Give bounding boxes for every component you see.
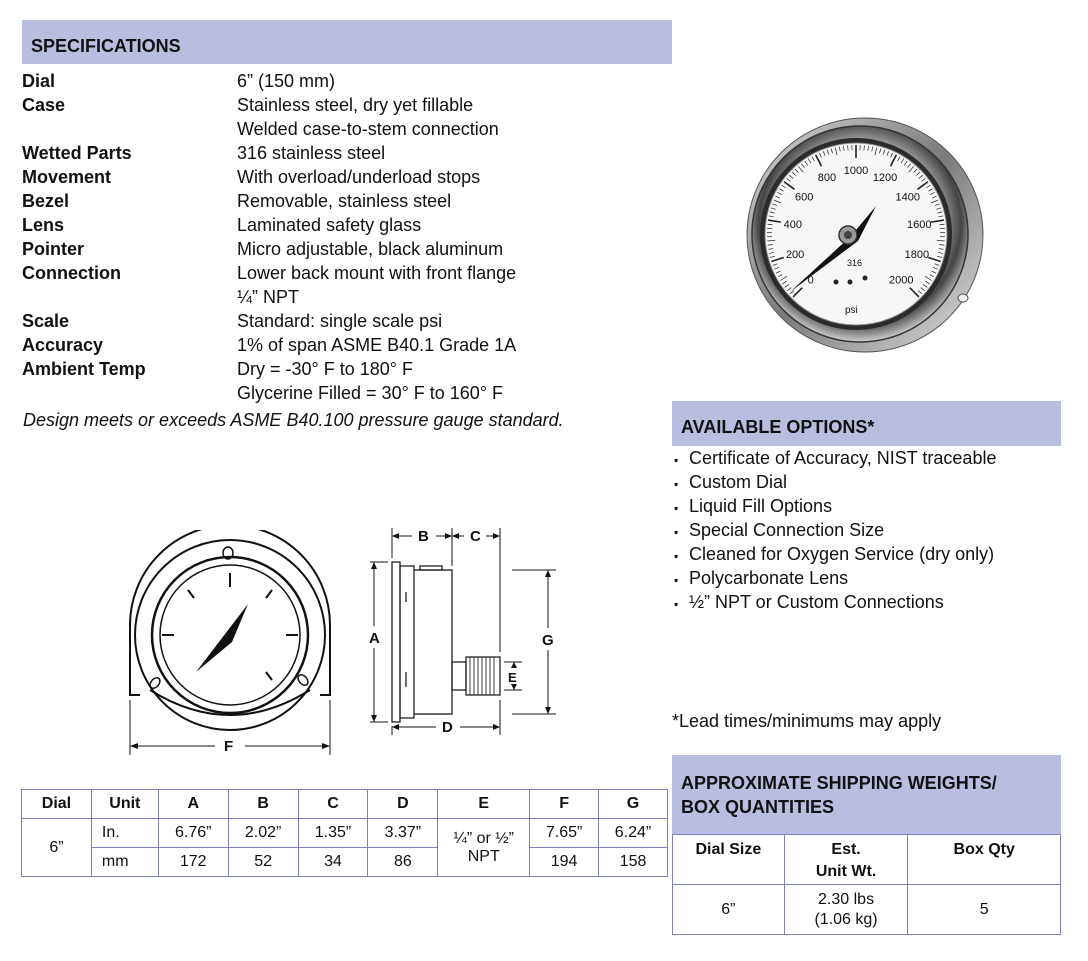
option-label: Certificate of Accuracy, NIST traceable (689, 448, 997, 468)
dimensions-header-row (22, 790, 668, 819)
spec-label: Lens (22, 215, 65, 235)
cell-e (438, 819, 530, 877)
dim-label-a: A (369, 630, 380, 647)
cell-dial-size: 6” (673, 885, 785, 935)
col-header-d: D (368, 790, 438, 819)
dim-label-g: G (542, 632, 554, 649)
spec-value: Lower back mount with front flange (237, 263, 517, 283)
front-view-drawing (120, 530, 340, 760)
cell-f-in: 7.65” (530, 819, 599, 848)
design-note: Design meets or exceeds ASME B40.100 pressure gauge standard. (23, 410, 564, 430)
spec-label: Wetted Parts (22, 143, 132, 163)
gauge-photo (730, 110, 990, 370)
spec-label: Ambient Temp (22, 359, 146, 379)
spec-value: Stainless steel, dry yet fillable (237, 95, 474, 115)
shipping-header-line1: APPROXIMATE SHIPPING WEIGHTS/ (681, 773, 997, 793)
bullet-icon: ▪ (674, 477, 679, 491)
dimensions-row-mm (22, 848, 668, 877)
side-view-drawing (360, 522, 560, 737)
col-header-unit-wt-line1: Est. (831, 841, 861, 858)
col-header-c: C (298, 790, 368, 819)
option-item (672, 470, 996, 494)
shipping-weights-header (672, 755, 1061, 834)
col-header-dial: Dial (22, 790, 92, 819)
col-header-f: F (530, 790, 599, 819)
available-options-list (672, 446, 996, 614)
gauge-scale-label: 0 (807, 274, 814, 287)
col-header-a: A (158, 790, 228, 819)
dim-label-d: D (442, 719, 453, 736)
gauge-scale-label: 400 (783, 218, 802, 231)
option-item (672, 542, 996, 566)
spec-value: Removable, stainless steel (237, 191, 452, 211)
cell-unit-wt (784, 885, 908, 935)
bullet-icon: ▪ (674, 525, 679, 539)
option-item (672, 566, 996, 590)
option-label: Special Connection Size (689, 520, 885, 540)
gauge-scale-label: 2000 (889, 274, 914, 287)
spec-value: Welded case-to-stem connection (237, 119, 499, 139)
spec-label: Accuracy (22, 335, 104, 355)
option-label: Cleaned for Oxygen Service (dry only) (689, 544, 995, 564)
gauge-scale-label: 1800 (904, 248, 930, 261)
gauge-scale-label: 1000 (843, 165, 869, 177)
dim-label-e: E (508, 670, 517, 685)
bullet-icon: ▪ (674, 597, 679, 611)
spec-value: Glycerine Filled = 30° F to 160° F (237, 383, 504, 403)
col-header-b: B (228, 790, 298, 819)
cell-d-mm: 86 (368, 848, 438, 877)
spec-value: ¼” NPT (237, 287, 300, 307)
col-header-box-qty: Box Qty (908, 835, 1061, 885)
gauge-scale-label: 1600 (906, 218, 932, 231)
spec-value: With overload/underload stops (237, 167, 481, 187)
cell-unit-in: In. (91, 819, 158, 848)
spec-label: Dial (22, 71, 56, 91)
option-label: ½” NPT or Custom Connections (689, 592, 944, 612)
gauge-scale-label: 1400 (895, 191, 921, 204)
cell-c-in: 1.35” (298, 819, 368, 848)
available-options-header: AVAILABLE OPTIONS* (672, 401, 1061, 446)
cell-a-mm: 172 (158, 848, 228, 877)
spec-value: 6” (150 mm) (237, 71, 336, 91)
option-label: Polycarbonate Lens (689, 568, 849, 588)
shipping-header-line2: BOX QUANTITIES (681, 797, 835, 817)
cell-box-qty: 5 (908, 885, 1061, 935)
gauge-unit-text: psi (845, 305, 858, 316)
option-item (672, 518, 996, 542)
spec-label: Bezel (22, 191, 70, 211)
spec-label: Pointer (22, 239, 85, 259)
dim-label-c: C (470, 528, 481, 545)
spec-value: Micro adjustable, black aluminum (237, 239, 504, 259)
shipping-table (672, 834, 1061, 935)
cell-b-in: 2.02” (228, 819, 298, 848)
cell-f-mm: 194 (530, 848, 599, 877)
cell-e-line2: NPT (467, 847, 500, 865)
col-header-dial-size: Dial Size (673, 835, 785, 885)
col-header-unit-wt (784, 835, 908, 885)
col-header-unit-wt-line2: Unit Wt. (815, 863, 877, 880)
cell-g-in: 6.24” (599, 819, 668, 848)
spec-value: Dry = -30° F to 180° F (237, 359, 413, 379)
spec-value: Laminated safety glass (237, 215, 422, 235)
spec-label: Scale (22, 311, 70, 331)
gauge-scale-label: 1200 (872, 171, 898, 184)
option-item (672, 590, 996, 614)
cell-d-in: 3.37” (368, 819, 438, 848)
cell-g-mm: 158 (599, 848, 668, 877)
spec-value: 316 stainless steel (237, 143, 386, 163)
shipping-row (673, 885, 1061, 935)
col-header-unit: Unit (91, 790, 158, 819)
dimensions-row-in (22, 819, 668, 848)
dimensions-table (21, 789, 668, 877)
gauge-center-text: 316 (847, 258, 863, 268)
cell-a-in: 6.76” (158, 819, 228, 848)
cell-b-mm: 52 (228, 848, 298, 877)
cell-unit-wt-line1: 2.30 lbs (818, 890, 875, 908)
option-label: Custom Dial (689, 472, 788, 492)
dim-label-b: B (418, 528, 429, 545)
bullet-icon: ▪ (674, 573, 679, 587)
shipping-header-row (673, 835, 1061, 885)
cell-unit-mm: mm (91, 848, 158, 877)
gauge-scale-label: 800 (817, 171, 837, 184)
bullet-icon: ▪ (674, 501, 679, 515)
col-header-g: G (599, 790, 668, 819)
spec-value: Standard: single scale psi (237, 311, 443, 331)
gauge-scale-label: 200 (785, 248, 805, 261)
col-header-e: E (438, 790, 530, 819)
gauge-scale-label: 600 (795, 191, 814, 204)
cell-e-line1: ¼” or ½” (453, 829, 514, 847)
bullet-icon: ▪ (674, 453, 679, 467)
option-item (672, 494, 996, 518)
spec-label: Case (22, 95, 66, 115)
cell-c-mm: 34 (298, 848, 368, 877)
spec-label: Connection (22, 263, 121, 283)
spec-value: 1% of span ASME B40.1 Grade 1A (237, 335, 517, 355)
option-item (672, 446, 996, 470)
cell-unit-wt-line2: (1.06 kg) (814, 910, 878, 928)
dim-label-f: F (224, 738, 234, 755)
bullet-icon: ▪ (674, 549, 679, 563)
option-label: Liquid Fill Options (689, 496, 833, 516)
cell-dial: 6” (22, 819, 92, 877)
spec-label: Movement (22, 167, 112, 187)
specifications-header: SPECIFICATIONS (22, 20, 672, 64)
lead-times-note: *Lead times/minimums may apply (672, 711, 942, 731)
